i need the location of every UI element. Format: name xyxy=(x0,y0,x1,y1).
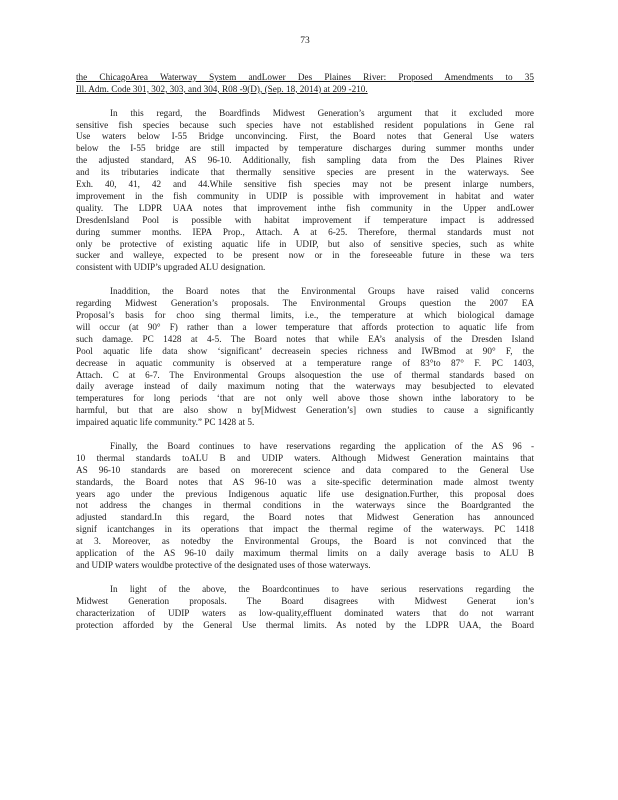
paragraph xyxy=(76,584,534,632)
paragraph xyxy=(76,286,534,429)
text-line: decrease in aquatic community is observed at a temperature range of 83°to 87° F. PC 1403, xyxy=(76,357,534,368)
text-line: application of the AS 96-10 daily maximum thermal limits on a daily average basis to ALU B xyxy=(76,548,534,559)
text-line: the ChicagoArea Waterway System andLower Des Plaines River: Proposed Amendments to 35 xyxy=(76,71,534,82)
text-line: sensitive fish species because such species have not established resident populations in Gene ral xyxy=(76,119,534,130)
text-line: harmful, but that are also show n by[Midwest Generation’s] own studies to cause a significantly xyxy=(76,405,534,416)
text-line: AS 96-10 standards are based on morerecent science and data compared to the General Use xyxy=(76,464,534,475)
document-body xyxy=(76,72,534,632)
text-line: only be protective of existing aquatic life in UDIP, but also of sensitive species, such as white xyxy=(76,238,534,249)
text-line: quality. The LDPR UAA notes that improvement inthe fish community in the Upper andLower xyxy=(76,202,534,213)
text-line: In this regard, the Boardfinds Midwest Generation’s argument that it excluded more xyxy=(110,107,534,118)
text-line: during summer months. IEPA Prop., Attach. A at 6-25. Therefore, thermal standards must not xyxy=(76,226,534,237)
text-line: Ill. Adm. Code 301, 302, 303, and 304, R08 -9(D), (Sep. 18, 2014) at 209 -210. xyxy=(76,83,368,94)
paragraph xyxy=(76,108,534,275)
text-line: adjusted standard.In this regard, the Board notes that Midwest Generation has announced xyxy=(76,512,534,523)
text-line: Use waters below I-55 Bridge unconvincing. First, the Board notes that General Use waters xyxy=(76,131,534,142)
text-line: and UDIP waters wouldbe protective of the designated uses of those waterways. xyxy=(76,560,371,571)
paragraph xyxy=(76,72,534,96)
text-line: signif icantchanges in its operations that impact the thermal regime of the waterways. PC 1418 xyxy=(76,524,534,535)
text-line: consistent with UDIP’s upgraded ALU designation. xyxy=(76,262,266,273)
page-number: 73 xyxy=(300,36,310,46)
text-line: at 3. Moreover, as notedby the Environmental Groups, the Board is not convinced that the xyxy=(76,536,534,547)
text-line: standards, the Board notes that AS 96-10 was a site-specific determination made almost twenty xyxy=(76,476,534,487)
text-line: temperatures for long periods ‘that are not only well above those shown inthe laboratory to be xyxy=(76,393,534,404)
paragraph xyxy=(76,441,534,572)
text-line: the adjusted standard, AS 96-10. Additionally, fish sampling data from the Des Plaines River xyxy=(76,155,534,166)
text-line: protection afforded by the General Use thermal limits. As noted by the LDPR UAA, the Board xyxy=(76,619,534,630)
text-line: Attach. C at 6-7. The Environmental Groups alsoquestion the use of thermal standards based on xyxy=(76,369,534,380)
text-line: and its tributaries indicate that thermally sensitive species are present in the waterways. See xyxy=(76,167,534,178)
text-line: such damage. PC 1428 at 4-5. The Board notes that while EA’s analysis of the Dresden Island xyxy=(76,333,534,344)
text-line: regarding Midwest Generation’s proposals. The Environmental Groups question the 2007 EA xyxy=(76,298,534,309)
text-line: Proposal’s basis for choo sing thermal limits, i.e., the temperature at which biological damage xyxy=(76,310,534,320)
text-line: DresdenIsland Pool is possible with habitat improvement if temperature impact is addressed xyxy=(76,214,534,225)
text-line: Exh. 40, 41, 42 and 44.While sensitive fish species may not be present inlarge numbers, xyxy=(76,179,534,190)
text-line: impaired aquatic life community.” PC 1428 at 5. xyxy=(76,417,255,428)
text-line: below the I-55 bridge are still impacted by temperature discharges during summer months under xyxy=(76,143,534,154)
text-line: not address the changes in thermal conditions in the waterways since the Boardgranted the xyxy=(76,500,534,511)
text-line: In light of the above, the Boardcontinues to have serious reservations regarding the xyxy=(110,583,534,594)
text-line: improvement in the fish community in UDIP is possible with improvement in habitat and water xyxy=(76,190,534,201)
text-line: will occur (at 90° F) rather than a lower temperature that affords protection to aquatic life from xyxy=(76,321,534,332)
text-line: Pool aquatic life data show ‘significant’ decreasein species richness and IWBmod at 90° F, the xyxy=(76,345,534,356)
text-line: characterization of UDIP waters as low-quality,effluent dominated waters that do not warrant xyxy=(76,607,534,618)
text-line: Finally, the Board continues to have reservations regarding the application of the AS 96 - xyxy=(110,440,534,451)
text-line: 10 thermal standards toALU B and UDIP waters. Although Midwest Generation maintains that xyxy=(76,452,534,463)
text-line: sucker and walleye, expected to be present now or in the foreseeable future in these wa ters xyxy=(76,250,534,261)
text-line: Midwest Generation proposals. The Board disagrees with Midwest Generat ion’s xyxy=(76,595,534,606)
text-line: years ago under the previous Indigenous aquatic life use designation.Further, this proposal does xyxy=(76,488,534,499)
text-line: Inaddition, the Board notes that the Environmental Groups have raised valid concerns xyxy=(110,286,534,297)
text-line: daily average instead of daily maximum noting that the waterways may besubjected to elevated xyxy=(76,381,534,392)
